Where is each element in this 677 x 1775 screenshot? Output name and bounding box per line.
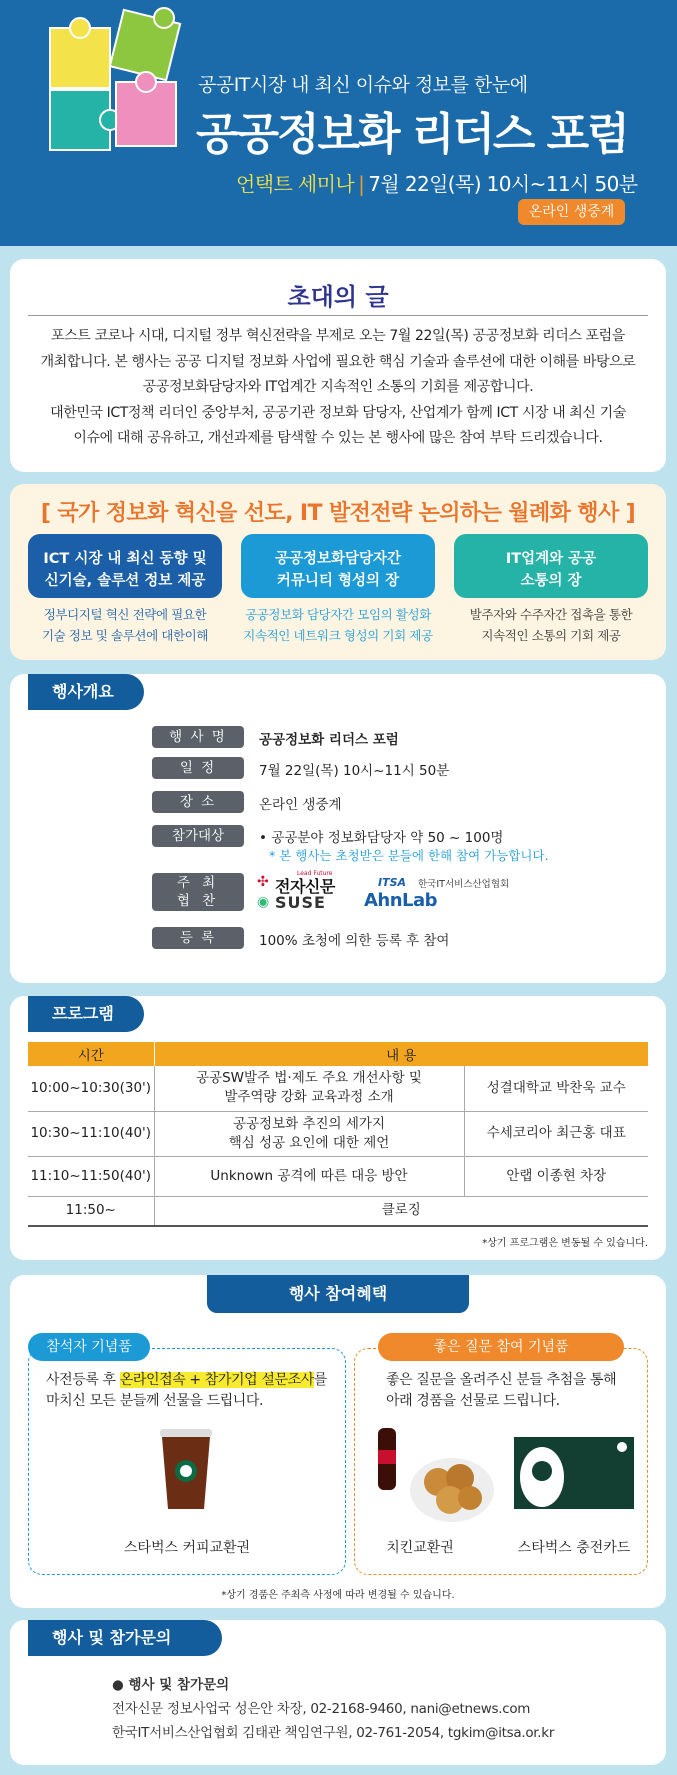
invitation-paragraph: 포스트 코로나 시대, 디지털 정부 혁신전략을 부제로 오는 7월 22일(목) 공공정보화 리더스 포럼을 개최합니다. 본 행사는 공공 디지털 정보화 사업에 필요한 핵심 기술과 솔루션에 대한 이해를 바탕으로 공공정보화담당자와 IT업계간 지속적인 소통의 기회를 제공합니다. 대한민국 ICT정책 리더인 중앙부처, 공공기관 정보화 담당자, 산업계가 함께 ICT 시장 내 최신 기술 이슈에 대해 공유하고, 개선과제를 탐색할 수 있는 본 행사에 많은 참여 부탁 드리겠습니다. bbox=[40, 328, 636, 446]
invitation-title: 초대의 글 bbox=[287, 283, 389, 311]
live-stream-badge: 온라인 생중계 bbox=[518, 199, 625, 225]
benefits-title: 행사 참여혜택 bbox=[207, 1275, 469, 1313]
label-target: 참가대상 bbox=[152, 825, 244, 847]
starbucks-card-icon bbox=[514, 1437, 634, 1509]
overview-tab: 행사개요 bbox=[28, 674, 144, 710]
row-time: 11:50~ bbox=[28, 1196, 154, 1226]
row-speaker: 성결대학교 박찬욱 교수 bbox=[464, 1066, 648, 1111]
row-topic: 클로징 bbox=[154, 1196, 648, 1226]
purpose-desc-1: 정부디지털 혁신 전략에 필요한 기술 정보 및 솔루션에 대한이해 bbox=[41, 607, 209, 643]
coffee-caption: 스타벅스 커피교환권 bbox=[123, 1540, 251, 1556]
label-date: 일 정 bbox=[152, 757, 244, 779]
purpose-box-2: 공공정보화담당자간 커뮤니티 형성의 장 bbox=[241, 534, 435, 598]
itsa-ahnlab-logos: ITSA 한국IT서비스산업협회 AhnLab bbox=[364, 876, 510, 911]
purpose-box-3: IT업계와 공공 소통의 장 bbox=[454, 534, 648, 598]
coffee-cup-icon bbox=[156, 1425, 216, 1511]
value-date: 7월 22일(목) 10시~11시 50분 bbox=[259, 763, 450, 779]
header-banner bbox=[0, 0, 677, 246]
row-speaker: 안랩 이종현 차장 bbox=[464, 1156, 648, 1196]
value-event-name: 공공정보화 리더스 포럼 bbox=[259, 732, 399, 748]
label-event-name: 행 사 명 bbox=[152, 726, 244, 748]
program-tab: 프로그램 bbox=[28, 996, 144, 1032]
row-topic: 공공정보화 추진의 세가지 핵심 성공 요인에 대한 제언 bbox=[154, 1111, 464, 1156]
overview-card bbox=[10, 674, 666, 983]
contact-heading: ● 행사 및 참가문의 bbox=[112, 1677, 230, 1693]
table-row bbox=[28, 1196, 648, 1226]
value-registration: 100% 초청에 의한 등록 후 참여 bbox=[259, 933, 450, 949]
attendee-gift-pill: 참석자 기념품 bbox=[28, 1333, 150, 1361]
etnews-suse-logos: Lead Future ✣ 전자신문 ◉ SUSE bbox=[257, 870, 335, 912]
chicken-icon bbox=[374, 1420, 496, 1526]
row-time: 11:10~11:50(40') bbox=[28, 1156, 154, 1196]
page-title: 공공정보화 리더스 포럼 bbox=[196, 109, 628, 160]
benefits-note: *상기 경품은 주최측 사정에 따라 변경될 수 있습니다. bbox=[221, 1590, 455, 1601]
table-header-time: 시간 bbox=[28, 1042, 154, 1066]
value-target: • 공공분야 정보화담당자 약 50 ~ 100명 bbox=[259, 830, 504, 846]
label-sponsor: 협 찬 bbox=[176, 893, 220, 909]
row-topic: Unknown 공격에 따른 대응 방안 bbox=[154, 1156, 464, 1196]
contact-tab: 행사 및 참가문의 bbox=[28, 1620, 222, 1656]
purpose-box-1: ICT 시장 내 최신 동향 및 신기술, 솔루션 정보 제공 bbox=[28, 534, 222, 598]
chicken-caption: 치킨교환권 bbox=[386, 1540, 454, 1556]
program-card bbox=[10, 996, 666, 1260]
table-row bbox=[28, 1111, 648, 1156]
table-row bbox=[28, 1156, 648, 1196]
label-registration: 등 록 bbox=[152, 927, 244, 949]
purpose-desc-2: 공공정보화 담당자간 모임의 활성화 지속적인 네트워크 형성의 기회 제공 bbox=[243, 607, 433, 643]
target-note: * 본 행사는 초청받은 분들에 한해 참여 가능합니다. bbox=[269, 848, 549, 863]
puzzle-logo bbox=[44, 6, 204, 152]
purpose-banner: [ 국가 정보화 혁신을 선도, IT 발전전략 논의하는 월례화 행사 ] bbox=[40, 501, 636, 526]
value-place: 온라인 생중계 bbox=[259, 797, 342, 813]
divider bbox=[28, 315, 648, 316]
table-row bbox=[28, 1066, 648, 1111]
contact-line-itsa: 한국IT서비스산업협회 김태관 책임연구원, 02-761-2054, tgkim@itsa.or.kr bbox=[112, 1725, 555, 1741]
benefits-card bbox=[10, 1275, 666, 1608]
table-header-content: 내 용 bbox=[154, 1042, 648, 1066]
label-place: 장 소 bbox=[152, 791, 244, 813]
contact-card bbox=[10, 1620, 666, 1765]
header-subtitle: 공공IT시장 내 최신 이슈와 정보를 한눈에 bbox=[198, 74, 528, 96]
card-caption: 스타벅스 충전카드 bbox=[517, 1540, 631, 1556]
purpose-card bbox=[10, 484, 666, 660]
suse-icon: ◉ bbox=[257, 894, 270, 910]
etnews-icon: ✣ bbox=[257, 874, 269, 890]
row-topic: 공공SW발주 법·제도 주요 개선사항 및 발주역량 강화 교육과정 소개 bbox=[154, 1066, 464, 1111]
row-time: 10:00~10:30(30') bbox=[28, 1066, 154, 1111]
seminar-type: 언택트 세미나 bbox=[236, 172, 355, 196]
label-host: 주 최 bbox=[176, 875, 220, 891]
purpose-desc-3: 발주자와 수주자간 접촉을 통한 지속적인 소통의 기회 제공 bbox=[469, 607, 633, 643]
event-date-line bbox=[236, 168, 638, 197]
row-time: 10:30~11:10(40') bbox=[28, 1111, 154, 1156]
program-table bbox=[28, 1042, 648, 1227]
question-gift-pill: 좋은 질문 참여 기념품 bbox=[378, 1333, 624, 1361]
program-note: *상기 프로그램은 변동될 수 있습니다. bbox=[482, 1238, 648, 1249]
attendee-gift-text: 사전등록 후 온라인접속 + 참가기업 설문조사를 마치신 모든 분들께 선물을 드립니다. bbox=[46, 1372, 327, 1409]
question-gift-text: 좋은 질문을 올려주신 분들 추첨을 통해 아래 경품을 선물로 드립니다. bbox=[386, 1372, 617, 1409]
label-host-sponsor bbox=[152, 873, 244, 911]
event-date: 7월 22일(목) 10시~11시 50분 bbox=[368, 172, 638, 196]
invitation-card bbox=[10, 259, 666, 472]
contact-line-etnews: 전자신문 정보사업국 성은안 차장, 02-2168-9460, nani@etnews.com bbox=[112, 1701, 531, 1717]
date-separator: | bbox=[358, 172, 365, 196]
row-speaker: 수세코리아 최근홍 대표 bbox=[464, 1111, 648, 1156]
